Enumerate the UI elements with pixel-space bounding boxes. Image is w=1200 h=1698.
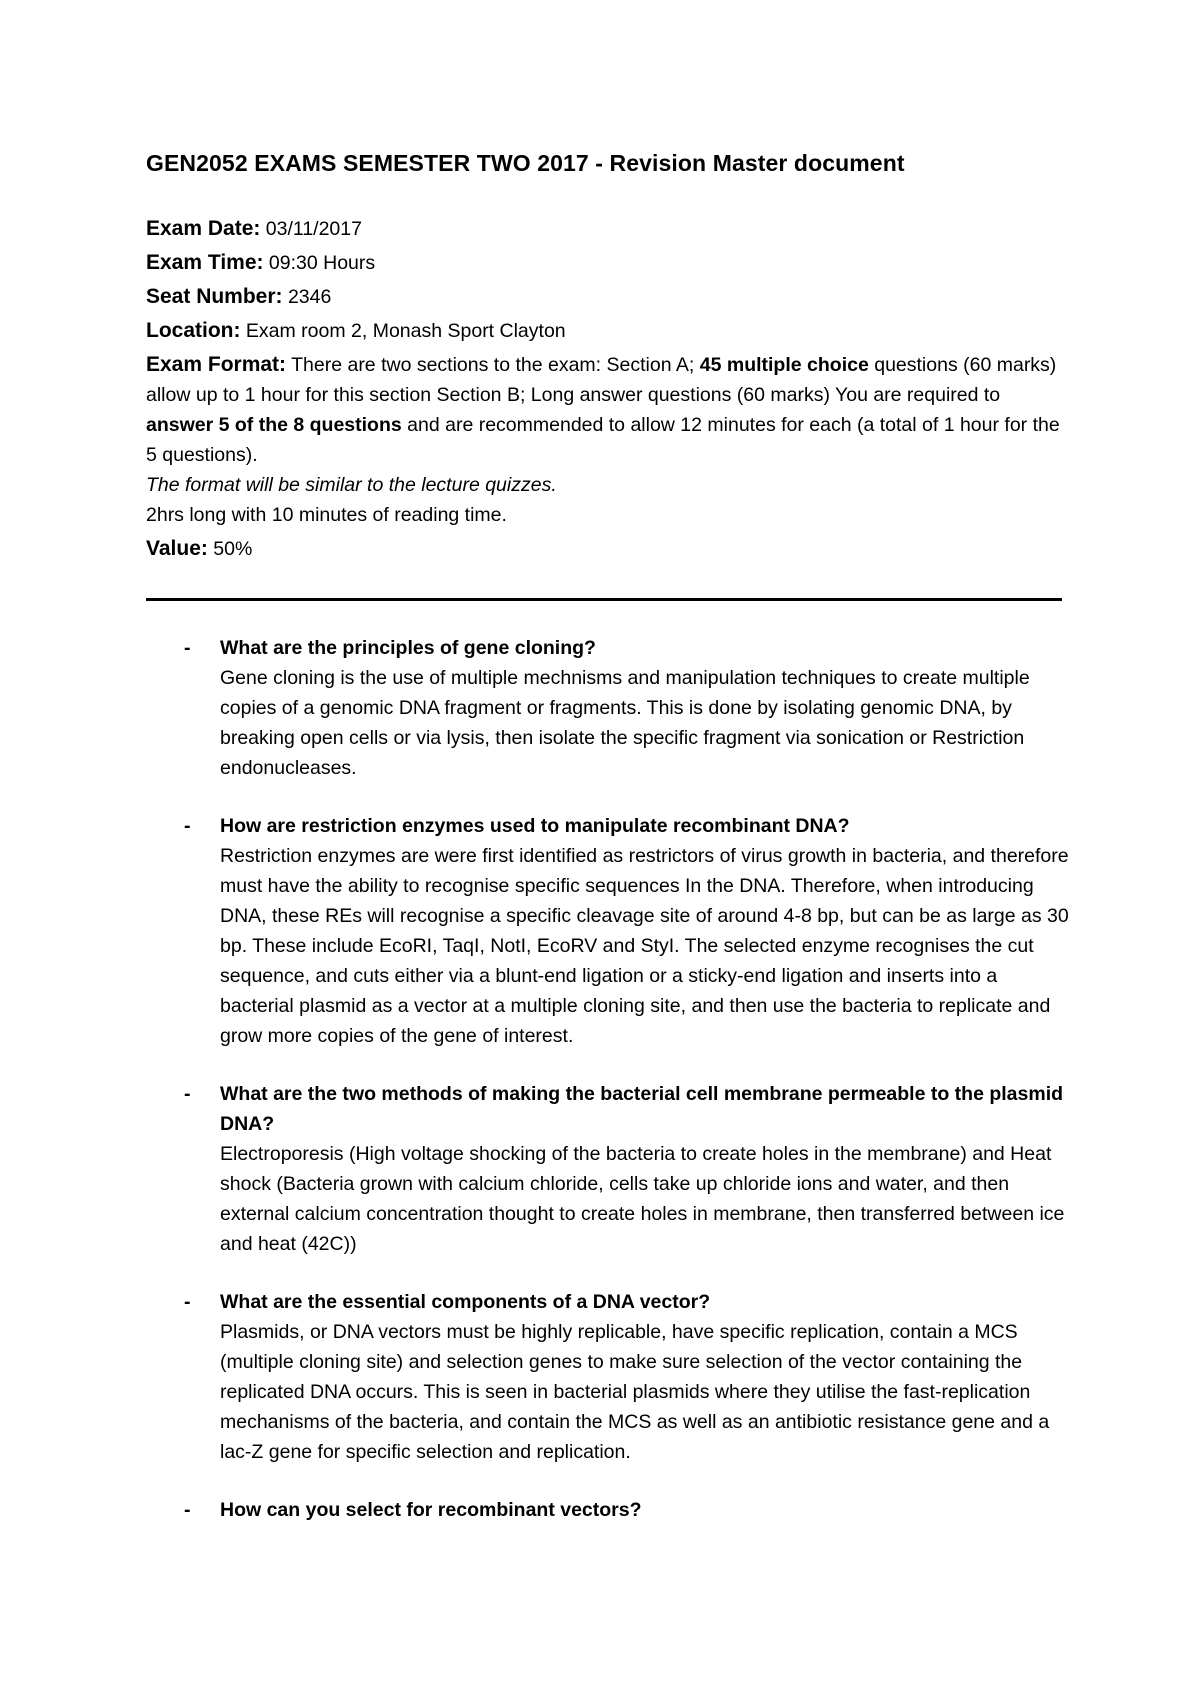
- qa-item-2: [146, 811, 1076, 1051]
- answer-text: Electroporesis (High voltage shocking of the bacteria to create holes in the membrane) and Heat shock (Bacteria grown with calcium chloride, cells take up chloride ions and water, and then external calcium concentration thought to create holes in membrane, then transferred between ice and heat (42C)): [220, 1143, 1065, 1255]
- question-text: What are the two methods of making the bacterial cell membrane permeable to the plasmid DNA?: [220, 1083, 1064, 1135]
- exam-format-text-3: and are recommended to allow 12 minutes for each (a total of 1 hour for the 5 questions).: [146, 414, 1060, 466]
- seat-number-label: Seat Number:: [146, 285, 283, 308]
- exam-format-row: [146, 350, 1066, 530]
- qa-item-4: [146, 1287, 1076, 1467]
- value-label: Value:: [146, 537, 208, 560]
- location-value: Exam room 2, Monash Sport Clayton: [240, 320, 566, 342]
- question-text: How can you select for recombinant vectors?: [220, 1499, 642, 1521]
- exam-date-value: 03/11/2017: [260, 218, 362, 240]
- bullet-dash: -: [184, 637, 191, 659]
- question-text: What are the essential components of a DNA vector?: [220, 1291, 711, 1313]
- answer-text: Gene cloning is the use of multiple mechnisms and manipulation techniques to create multiple copies of a genomic DNA fragment or fragments. This is done by isolating genomic DNA, by breaking open cells or via lysis, then isolate the specific fragment via sonication or Restriction endonucleases.: [220, 667, 1030, 779]
- seat-number-row: [146, 282, 1066, 312]
- bullet-dash: -: [184, 1499, 191, 1521]
- exam-format-text-1: There are two sections to the exam: Section A;: [286, 354, 700, 376]
- question-text: What are the principles of gene cloning?: [220, 637, 596, 659]
- qa-item-3: [146, 1079, 1076, 1259]
- bullet-dash: -: [184, 1083, 191, 1105]
- qa-list: [146, 633, 1076, 1553]
- seat-number-value: 2346: [282, 286, 332, 308]
- value-value: 50%: [207, 538, 253, 560]
- exam-format-text-2: questions (60 marks) allow up to 1 hour for this section Section B; Long answer questions (60 marks) You are required to: [146, 354, 1057, 406]
- exam-format-label: Exam Format:: [146, 353, 287, 376]
- exam-format-note: The format will be similar to the lecture quizzes.: [146, 474, 557, 496]
- location-row: [146, 316, 1066, 346]
- exam-info: [146, 214, 1066, 568]
- answer-text: Restriction enzymes are were first identified as restrictors of virus growth in bacteria, and therefore must have the ability to recognise specific sequences In the DNA. Therefore, when introducing DNA, these REs will recognise a specific cleavage site of around 4-8 bp, but can be as large as 30 bp. These include EcoRI, TaqI, NotI, EcoRV and StyI. The selected enzyme recognises the cut sequence, and cuts either via a blunt-end ligation or a sticky-end ligation and inserts into a bacterial plasmid as a vector at a multiple cloning site, and then use the bacteria to replicate and grow more copies of the gene of interest.: [220, 845, 1069, 1047]
- exam-date-row: [146, 214, 1066, 244]
- horizontal-rule: [146, 598, 1062, 601]
- exam-format-bold-1: 45 multiple choice: [699, 354, 869, 376]
- location-label: Location:: [146, 319, 241, 342]
- exam-format-bold-2: answer 5 of the 8 questions: [146, 414, 402, 436]
- bullet-dash: -: [184, 815, 191, 837]
- value-row: [146, 534, 1066, 564]
- bullet-dash: -: [184, 1291, 191, 1313]
- exam-time-value: 09:30 Hours: [263, 252, 376, 274]
- exam-date-label: Exam Date:: [146, 217, 261, 240]
- exam-time-row: [146, 248, 1066, 278]
- exam-duration: 2hrs long with 10 minutes of reading time.: [146, 504, 507, 526]
- document-title: GEN2052 EXAMS SEMESTER TWO 2017 - Revision Master document: [146, 150, 905, 176]
- answer-text: Plasmids, or DNA vectors must be highly replicable, have specific replication, contain a MCS (multiple cloning site) and selection genes to make sure selection of the vector containing the replicated DNA occurs. This is seen in bacterial plasmids where they utilise the fast-replication mechanisms of the bacteria, and contain the MCS as well as an antibiotic resistance gene and a lac-Z gene for specific selection and replication.: [220, 1321, 1050, 1463]
- qa-item-5: [146, 1495, 1076, 1525]
- exam-time-label: Exam Time:: [146, 251, 264, 274]
- qa-item-1: [146, 633, 1076, 783]
- question-text: How are restriction enzymes used to manipulate recombinant DNA?: [220, 815, 850, 837]
